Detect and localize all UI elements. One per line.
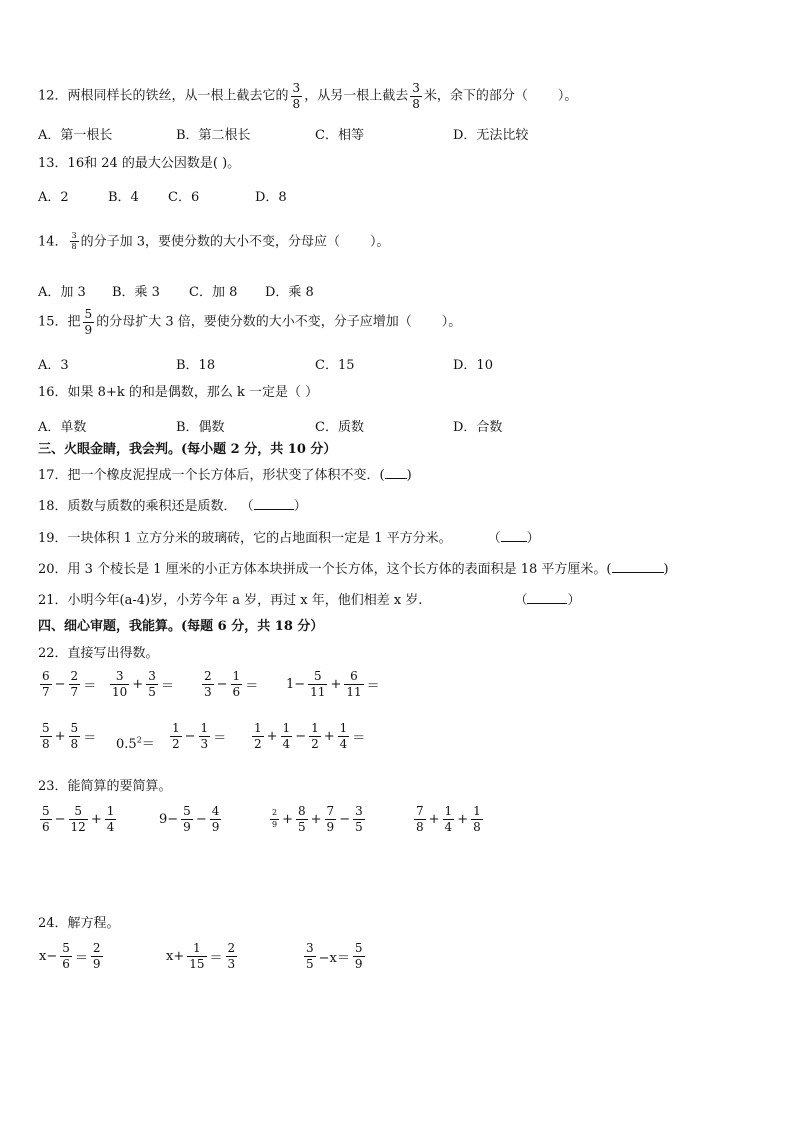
q14-option-d: D．乘 8: [265, 285, 314, 300]
question-20: 20．用 3 个棱长是 1 厘米的小正方体本块拼成一个长方体，这个长方体的表面积是 18 平方厘米。( ): [38, 562, 669, 577]
answer-blank[interactable]: [527, 603, 567, 604]
q22-expression-1: $\frac{6}{7}$ − $\frac{2}{7}$ ＝: [42, 669, 97, 699]
q12-option-a: A．第一根长: [38, 128, 113, 143]
q12-option-d: D．无法比较: [453, 128, 529, 143]
question-21: 21．小明今年(a-4)岁，小芳今年 a 岁，再过 x 年，他们相差 x 岁. （ ）: [38, 593, 581, 608]
q22-expression-6: $0.5^2=$: [116, 735, 155, 752]
q23-expression-4: $\frac{7}{8}$ + $\frac{1}{4}$ + $\frac{1}{8}$: [416, 804, 481, 834]
fraction: $\frac{3}{8}$: [71, 231, 77, 252]
q16-option-c: C．质数: [315, 420, 364, 435]
question-12: 12．两根同样长的铁丝，从一根上截去它的 $\frac{3}{8}$ ，从另一根上截去 $\frac{3}{8}$ 米，余下的部分（ ）。: [38, 81, 578, 111]
question-19: 19．一块体积 1 立方分米的玻璃砖，它的占地面积一定是 1 平方分米。 （ ）: [38, 531, 540, 546]
answer-blank[interactable]: [501, 541, 527, 542]
q15-option-a: A．3: [38, 358, 69, 373]
q13-option-c: C．6: [168, 190, 200, 205]
q12-option-b: B．第二根长: [176, 128, 251, 143]
question-23-title: 23．能简算的要简算。: [38, 779, 172, 794]
q14-option-b: B．乘 3: [112, 285, 160, 300]
q15-option-d: D．10: [453, 358, 493, 373]
q13-option-d: D．8: [255, 190, 287, 205]
q22-expression-5: $\frac{5}{8}$ + $\frac{5}{8}$ ＝: [42, 721, 97, 751]
q24-equation-3: $\frac{3}{5}$ −x＝ $\frac{5}{9}$: [306, 941, 363, 971]
section-3-heading: 三、火眼金睛，我会判。(每小题 2 分，共 10 分）: [38, 442, 337, 457]
fraction: $\frac{3}{8}$: [412, 81, 420, 111]
q16-option-d: D．合数: [453, 420, 503, 435]
q13-option-a: A．2: [38, 190, 69, 205]
q24-equation-1: x− $\frac{5}{6}$ ＝ $\frac{2}{9}$: [39, 941, 101, 971]
question-18: 18．质数与质数的乘积还是质数． （ ）: [38, 499, 307, 514]
q22-expression-7: $\frac{1}{2}$ − $\frac{1}{3}$ ＝: [172, 721, 227, 751]
section-4-heading: 四、细心审题，我能算。(每题 6 分，共 18 分）: [38, 619, 324, 634]
answer-blank[interactable]: [612, 572, 664, 573]
question-14: 14． $\frac{3}{8}$ 的分子加 3，要使分数的大小不变，分母应（ ）。: [38, 231, 390, 252]
q12-option-c: C．相等: [315, 128, 364, 143]
q23-expression-3: $\frac{2}{9}$ + $\frac{8}{5}$ + $\frac{7}{9}$ − $\frac{3}{5}$: [272, 804, 363, 834]
q22-expression-4: 1− $\frac{5}{11}$ + $\frac{6}{11}$ ＝: [286, 669, 380, 699]
fraction: $\frac{5}{9}$: [84, 307, 93, 337]
question-15: 15．把 $\frac{5}{9}$ 的分母扩大 3 倍，要使分数的大小不变，分子应增加（ ）。: [38, 307, 462, 337]
q13-option-b: B．4: [108, 190, 139, 205]
q24-equation-2: x+ $\frac{1}{15}$ ＝ $\frac{2}{3}$: [166, 941, 236, 971]
question-13: 13．16和 24 的最大公因数是( )。: [38, 156, 241, 171]
q23-expression-2: 9− $\frac{5}{9}$ − $\frac{4}{9}$: [159, 804, 220, 834]
q22-expression-2: $\frac{3}{10}$ + $\frac{3}{5}$ ＝: [112, 669, 174, 699]
answer-blank[interactable]: [385, 478, 407, 479]
q14-option-c: C．加 8: [189, 285, 238, 300]
answer-blank[interactable]: [254, 509, 294, 510]
q23-expression-1: $\frac{5}{6}$ − $\frac{5}{12}$ + $\frac{1}{4}$: [42, 804, 115, 834]
question-17: 17．把一个橡皮泥捏成一个长方体后，形状变了体积不变．( ): [38, 468, 412, 483]
q14-option-a: A．加 3: [38, 285, 86, 300]
q16-option-b: B．偶数: [176, 420, 225, 435]
q15-option-c: C．15: [315, 358, 355, 373]
question-24-title: 24．解方程。: [38, 916, 120, 931]
fraction: $\frac{3}{8}$: [292, 81, 301, 111]
q16-option-a: A．单数: [38, 420, 87, 435]
q15-option-b: B．18: [176, 358, 216, 373]
q22-expression-8: $\frac{1}{2}$ + $\frac{1}{4}$ − $\frac{1}{2}$ + $\frac{1}{4}$ ＝: [254, 721, 366, 751]
question-22-title: 22．直接写出得数。: [38, 646, 159, 661]
question-16: 16．如果 8+k 的和是偶数，那么 k 一定是（ ）: [38, 385, 319, 400]
q22-expression-3: $\frac{2}{3}$ − $\frac{1}{6}$ ＝: [204, 669, 259, 699]
